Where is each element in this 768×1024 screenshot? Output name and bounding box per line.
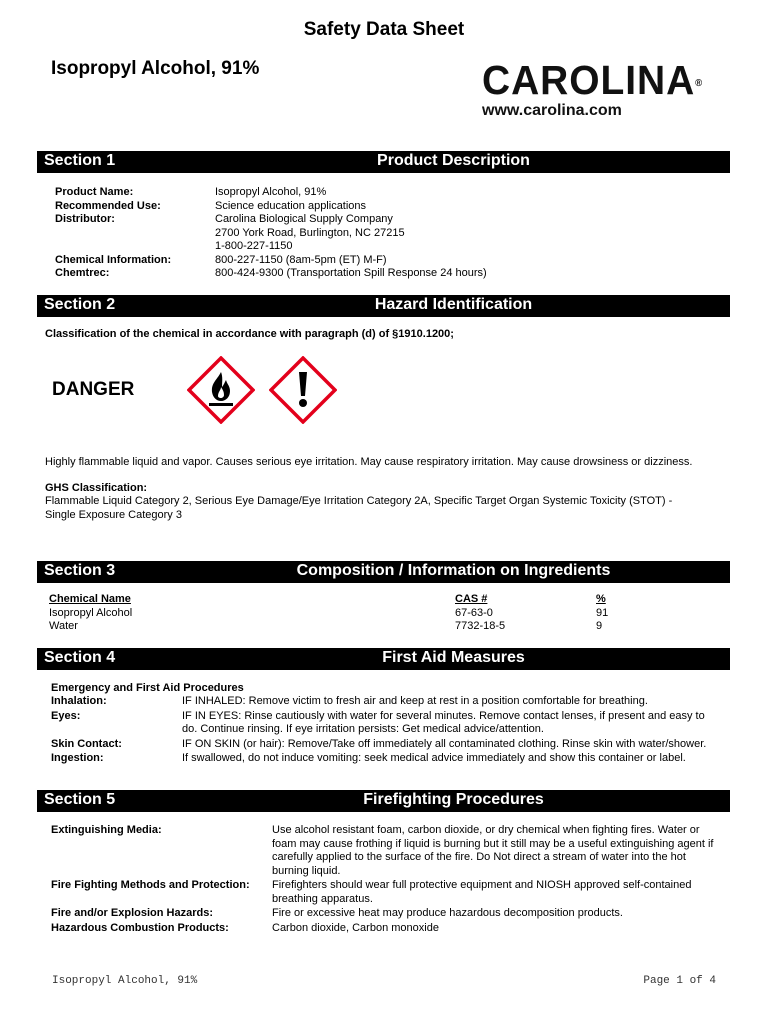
table-row <box>51 879 716 907</box>
table-row <box>51 907 716 922</box>
document-title: Safety Data Sheet <box>303 19 465 40</box>
hazard-statement: Highly flammable liquid and vapor. Causes serious eye irritation. May cause respiratory irritation. May cause drowsiness or dizziness. <box>45 456 693 468</box>
table-cell: 7732-18-5 <box>455 620 506 632</box>
column-header: % <box>596 593 606 605</box>
row-value: Isopropyl Alcohol, 91% <box>215 186 327 198</box>
row-label: Fire and/or Explosion Hazards: <box>51 907 213 919</box>
row-label: Fire Fighting Methods and Protection: <box>51 879 250 891</box>
row-label: Recommended Use: <box>55 199 161 212</box>
firefighting-table <box>51 824 716 936</box>
section-title: Composition / Information on Ingredients <box>296 562 611 579</box>
row-value: Carbon dioxide, Carbon monoxide <box>272 921 439 934</box>
ghs-classification-label: GHS Classification: <box>45 482 148 494</box>
row-label: Skin Contact: <box>51 737 122 750</box>
row-label: Distributor: <box>55 213 115 225</box>
section-number: Section 5 <box>44 791 116 808</box>
table-row <box>51 695 721 710</box>
row-label: Product Name: <box>55 186 134 198</box>
table-row <box>55 200 487 214</box>
row-value: Science education applications <box>215 199 367 212</box>
row-value: IF IN EYES: Rinse cautiously with water for several minutes. Remove contact lenses, if present and easy to do. Continue rinsing. If eye irritation persists: Get medical advice/attention. <box>182 709 705 735</box>
table-row <box>55 254 487 268</box>
row-label <box>55 227 215 241</box>
table-cell: Water <box>49 620 78 632</box>
row-label: Ingestion: <box>51 752 104 764</box>
row-value: 1-800-227-1150 <box>215 240 293 252</box>
table-header-row <box>49 593 636 607</box>
section-number: Section 3 <box>44 562 116 579</box>
table-row <box>51 922 716 937</box>
footer-product: Isopropyl Alcohol, 91% <box>52 975 198 987</box>
table-cell: 67-63-0 <box>455 606 493 619</box>
product-description-table <box>55 186 487 281</box>
first-aid-table <box>51 695 721 767</box>
table-row <box>55 227 487 241</box>
section-4-bar <box>37 648 730 670</box>
row-label: Eyes: <box>51 709 81 722</box>
table-row <box>55 267 487 281</box>
row-value: Carolina Biological Supply Company <box>215 213 393 225</box>
first-aid-subheading: Emergency and First Aid Procedures <box>51 682 244 694</box>
row-value: 800-227-1150 (8am-5pm (ET) M-F) <box>215 253 387 266</box>
product-title: Isopropyl Alcohol, 91% <box>51 58 260 79</box>
table-cell: Isopropyl Alcohol <box>49 606 133 619</box>
table-row <box>51 738 721 753</box>
row-label: Chemtrec: <box>55 267 110 279</box>
table-row <box>51 710 721 738</box>
row-value: If swallowed, do not induce vomiting: seek medical advice immediately and show this container or label. <box>182 752 686 764</box>
row-value: Firefighters should wear full protective equipment and NIOSH approved self-contained breathing apparatus. <box>272 879 692 905</box>
row-label: Inhalation: <box>51 695 107 707</box>
section-title: Firefighting Procedures <box>363 791 544 808</box>
table-row <box>49 607 636 621</box>
row-value: 2700 York Road, Burlington, NC 27215 <box>215 226 405 239</box>
section-3-bar <box>37 561 730 583</box>
flame-icon <box>187 356 255 424</box>
row-value: Use alcohol resistant foam, carbon dioxide, or dry chemical when fighting fires. Water or foam may cause frothing if liquid is burning but it still may be a useful extinguishing agent if carefully applied to the surface of the fire. Do Not direct a stream of water into the hot burning liquid. <box>272 824 714 877</box>
footer-page-number: Page 1 of 4 <box>643 975 716 987</box>
table-row <box>49 620 636 634</box>
table-row <box>55 240 487 254</box>
row-value: IF INHALED: Remove victim to fresh air and keep at rest in a position comfortable for breathing. <box>182 695 648 707</box>
table-row <box>51 824 716 879</box>
row-value: Fire or excessive heat may produce hazardous decomposition products. <box>272 907 623 919</box>
signal-word: DANGER <box>52 379 135 400</box>
section-number: Section 4 <box>44 649 116 666</box>
row-label <box>55 240 215 254</box>
section-title: Hazard Identification <box>374 296 533 313</box>
section-2-bar <box>37 295 730 317</box>
section-title: First Aid Measures <box>382 649 525 666</box>
row-value: IF ON SKIN (or hair): Remove/Take off immediately all contaminated clothing. Rinse skin with water/shower. <box>182 737 707 750</box>
table-cell: 91 <box>596 606 609 619</box>
exclamation-mark-icon <box>269 356 337 424</box>
carolina-logo <box>482 56 704 120</box>
section-title: Product Description <box>377 152 530 169</box>
table-row <box>51 752 721 767</box>
column-header: Chemical Name <box>49 593 131 605</box>
section-number: Section 1 <box>44 152 116 169</box>
section-number: Section 2 <box>44 296 116 313</box>
row-label: Hazardous Combustion Products: <box>51 921 229 934</box>
section-5-bar <box>37 790 730 812</box>
table-row <box>55 213 487 227</box>
logo-wordmark: CAROLINA® <box>482 57 704 103</box>
logo-url: www.carolina.com <box>482 102 622 119</box>
row-label: Chemical Information: <box>55 253 172 266</box>
row-label: Extinguishing Media: <box>51 824 162 836</box>
table-row <box>55 186 487 200</box>
composition-table <box>49 593 636 634</box>
row-value: 800-424-9300 (Transportation Spill Response 24 hours) <box>215 267 487 279</box>
section-1-bar <box>37 151 730 173</box>
column-header: CAS # <box>455 593 488 605</box>
classification-statement: Classification of the chemical in accordance with paragraph (d) of §1910.1200; <box>45 328 454 340</box>
table-cell: 9 <box>596 620 603 632</box>
ghs-classification-text: Flammable Liquid Category 2, Serious Eye Damage/Eye Irritation Category 2A, Specific Target Organ Systemic Toxicity (STOT) - Single Exposure Category 3 <box>45 495 673 521</box>
